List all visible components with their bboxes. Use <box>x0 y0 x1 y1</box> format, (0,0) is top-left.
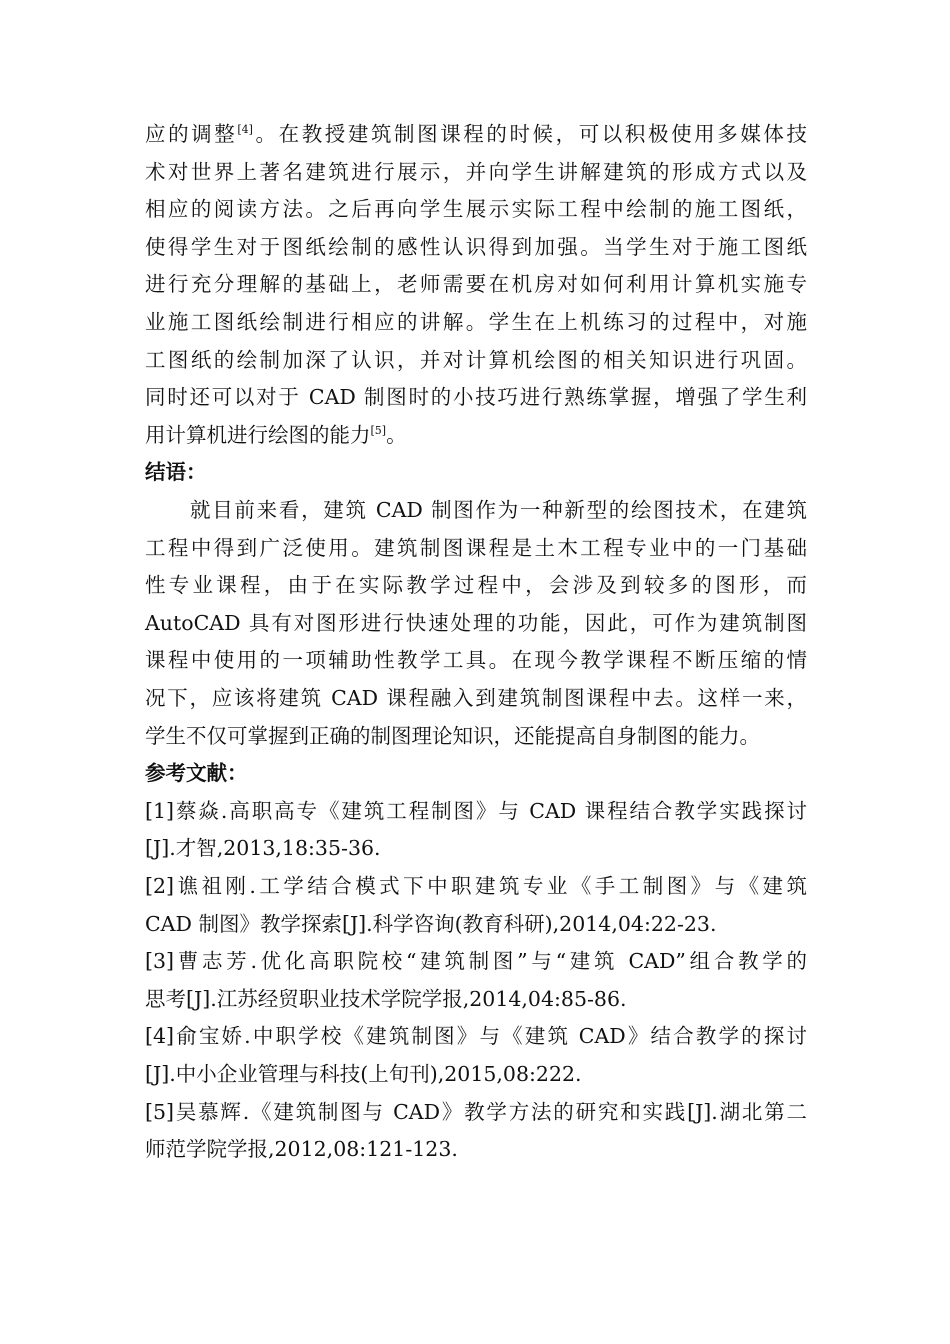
body-line: 工图纸的绘制加深了认识，并对计算机绘图的相关知识进行巩固。 <box>145 348 807 372</box>
body-line: 业施工图纸绘制进行相应的讲解。学生在上机练习的过程中，对施 <box>145 310 807 334</box>
conclusion-heading: 结语： <box>145 460 207 484</box>
conclusion-line: 况下，应该将建筑 CAD 课程融入到建筑制图课程中去。这样一来， <box>145 686 807 710</box>
reference-item-4: [4]俞宝娇.中职学校《建筑制图》与《建筑 CAD》结合教学的探讨 <box>145 1024 807 1048</box>
reference-item-1-cont: [J].才智,2013,18:35-36. <box>145 836 381 860</box>
body-line: 同时还可以对于 CAD 制图时的小技巧进行熟练掌握，增强了学生利 <box>145 385 807 409</box>
references-heading: 参考文献： <box>145 761 248 785</box>
body-line: 使得学生对于图纸绘制的感性认识得到加强。当学生对于施工图纸 <box>145 235 807 259</box>
conclusion-line: 性专业课程，由于在实际教学过程中，会涉及到较多的图形，而 <box>145 573 807 597</box>
conclusion-line: 学生不仅可掌握到正确的制图理论知识，还能提高自身制图的能力。 <box>145 724 760 748</box>
body-line: 进行充分理解的基础上，老师需要在机房对如何利用计算机实施专 <box>145 272 807 296</box>
reference-item-3: [3]曹志芳.优化高职院校“建筑制图”与“建筑 CAD”组合教学的 <box>145 949 807 973</box>
reference-item-5: [5]吴慕辉.《建筑制图与 CAD》教学方法的研究和实践[J].湖北第二 <box>145 1100 807 1124</box>
reference-item-2: [2]谯祖刚.工学结合模式下中职建筑专业《手工制图》与《建筑 <box>145 874 807 898</box>
body-line: 相应的阅读方法。之后再向学生展示实际工程中绘制的施工图纸， <box>145 197 807 221</box>
body-line: 应的调整[4]。在教授建筑制图课程的时候，可以积极使用多媒体技 <box>145 122 807 146</box>
conclusion-line: 就目前来看，建筑 CAD 制图作为一种新型的绘图技术，在建筑 <box>190 498 807 522</box>
conclusion-line: AutoCAD 具有对图形进行快速处理的功能，因此，可作为建筑制图 <box>145 611 807 635</box>
body-line: 用计算机进行绘图的能力[5]。 <box>145 423 407 447</box>
conclusion-line: 工程中得到广泛使用。建筑制图课程是土木工程专业中的一门基础 <box>145 536 807 560</box>
citation-mark: [5] <box>370 424 387 437</box>
reference-item-4-cont: [J].中小企业管理与科技(上旬刊),2015,08:222. <box>145 1062 582 1086</box>
body-line: 术对世界上著名建筑进行展示，并向学生讲解建筑的形成方式以及 <box>145 160 807 184</box>
reference-item-1: [1]蔡焱.高职高专《建筑工程制图》与 CAD 课程结合教学实践探讨 <box>145 799 807 823</box>
reference-item-3-cont: 思考[J].江苏经贸职业技术学院学报,2014,04:85-86. <box>145 987 627 1011</box>
reference-item-5-cont: 师范学院学报,2012,08:121-123. <box>145 1137 458 1161</box>
citation-mark: [4] <box>237 123 253 136</box>
conclusion-line: 课程中使用的一项辅助性教学工具。在现今教学课程不断压缩的情 <box>145 648 807 672</box>
reference-item-2-cont: CAD 制图》教学探索[J].科学咨询(教育科研),2014,04:22-23. <box>145 912 717 936</box>
